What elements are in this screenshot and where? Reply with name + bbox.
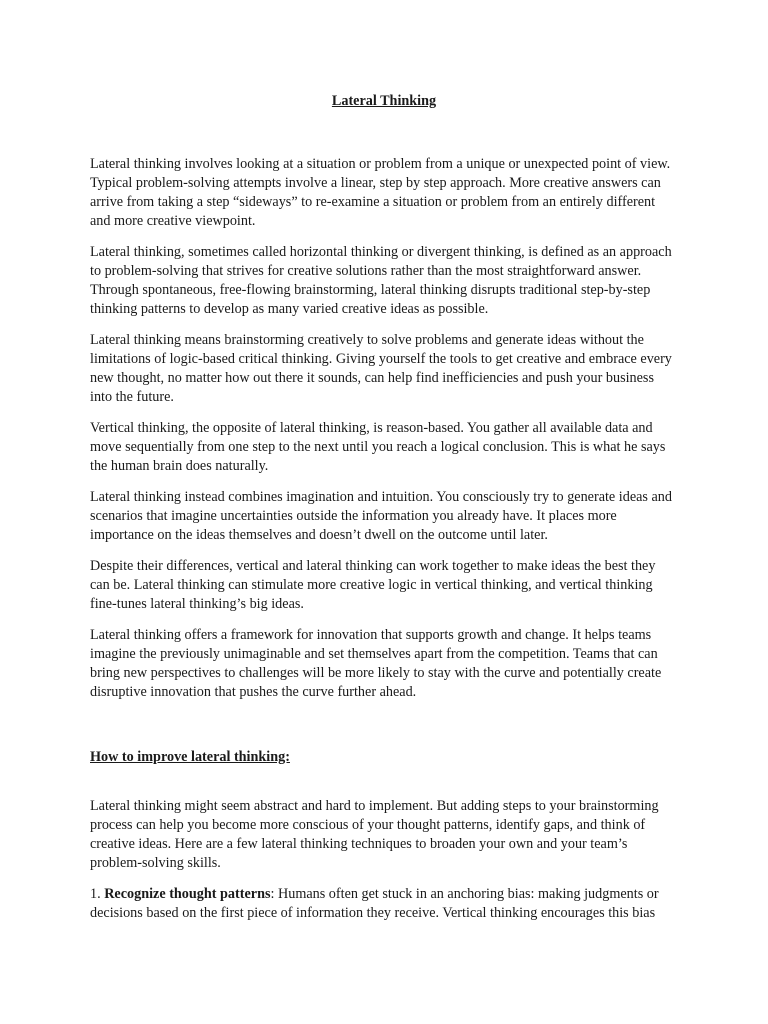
section-paragraph: Lateral thinking might seem abstract and hard to implement. But adding steps to your brainstorming process can help you become more conscious of your thought patterns, identify gaps, and think of creative ideas. Here are a few lateral thinking techniques to broaden your own and your team’s problem-solving skills. [90,798,659,871]
paragraph-6: Despite their differences, vertical and lateral thinking can work together to make ideas the best they can be. Lateral thinking can stimulate more creative logic in vertical thinking, and vertical thinking fine-tunes lateral thinking’s big ideas. [90,558,656,612]
list-item-text: : Humans often get stuck in an anchoring bias: making judgments or decisions based on the first piece of information they receive. Vertical thinking encourages this bias [90,886,659,921]
paragraph-2: Lateral thinking, sometimes called horizontal thinking or divergent thinking, is defined as an approach to problem-solving that strives for creative solutions rather than the most straightforward answer. Through spontaneous, free-flowing brainstorming, lateral thinking disrupts traditional step-by-step thinking patterns to develop as many varied creative ideas as possible. [90,244,672,317]
paragraph-5: Lateral thinking instead combines imagination and intuition. You consciously try to generate ideas and scenarios that imagine uncertainties outside the information you already have. It places more importance on the ideas themselves and doesn’t dwell on the outcome until later. [90,489,672,543]
list-item-bold-lead: Recognize thought patterns [104,886,271,902]
list-item-number: 1. [90,886,105,902]
paragraph-4: Vertical thinking, the opposite of lateral thinking, is reason-based. You gather all available data and move sequentially from one step to the next until you reach a logical conclusion. This is what he says the human brain does naturally. [90,420,666,474]
paragraph-7: Lateral thinking offers a framework for innovation that supports growth and change. It helps teams imagine the previously unimaginable and set themselves apart from the competition. Teams that can bring new perspectives to challenges will be more likely to stay with the curve and potentially create disruptive innovation that pushes the curve further ahead. [90,627,662,700]
list-item-1 [90,885,678,923]
document-title: Lateral Thinking [331,93,437,109]
paragraph-3: Lateral thinking means brainstorming creatively to solve problems and generate ideas without the limitations of logic-based critical thinking. Giving yourself the tools to get creative and embrace every new thought, no matter how out there it sounds, can help find inefficiencies and push your business into the future. [90,332,672,405]
intro-section [90,155,678,714]
section-heading: How to improve lateral thinking: [90,749,290,765]
paragraph-1: Lateral thinking involves looking at a situation or problem from a unique or unexpected point of view. Typical problem-solving attempts involve a linear, step by step approach. More creative answers can arrive from taking a step “sideways” to re-examine a situation or problem from an entirely different and more creative viewpoint. [90,156,671,229]
improve-section [90,797,678,935]
